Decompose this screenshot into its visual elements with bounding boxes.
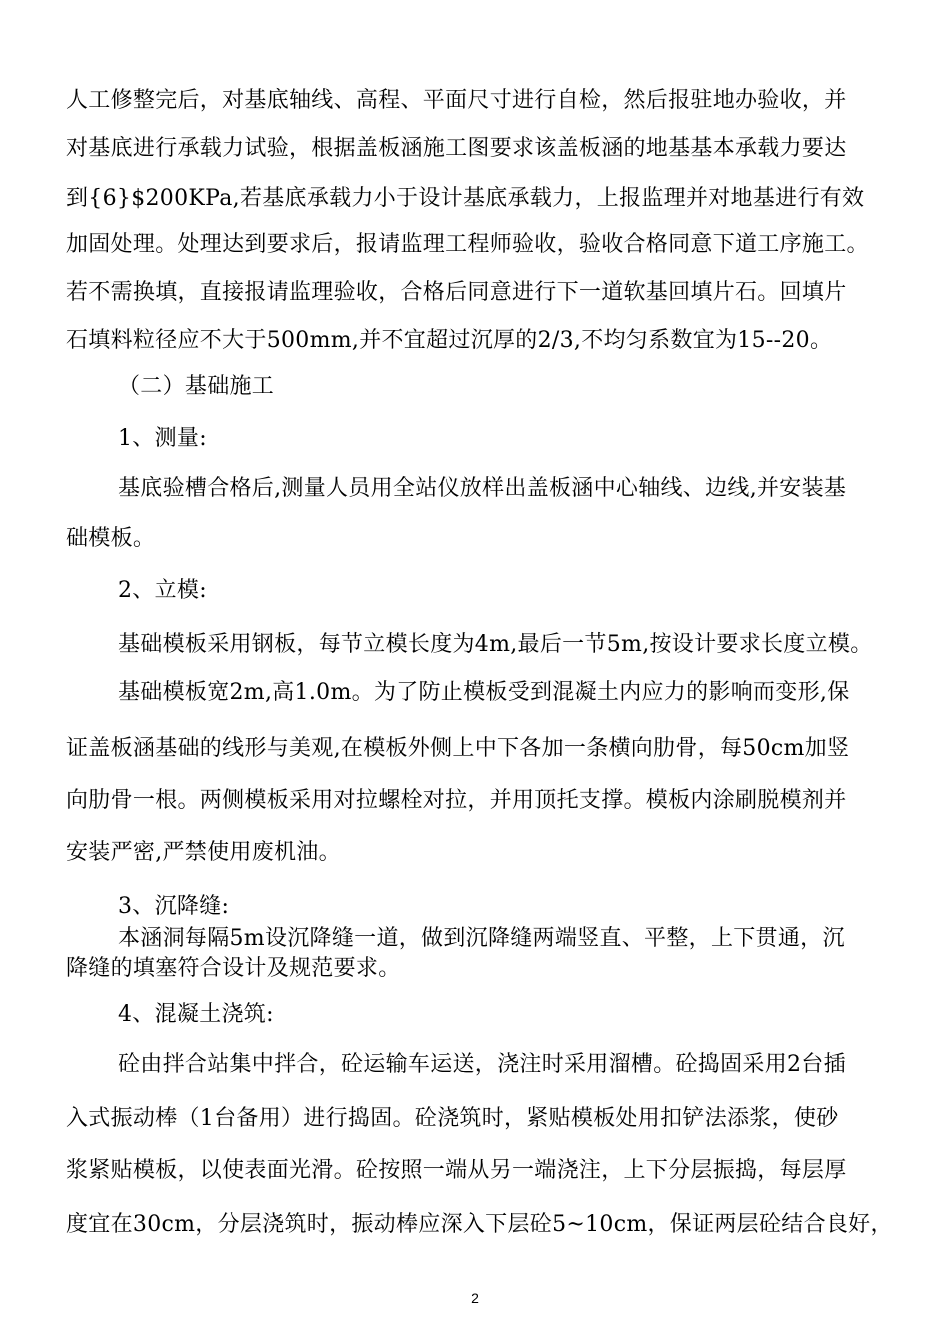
paragraph-line: 基础模板采用钢板，每节立模长度为4m,最后一节5m,按设计要求长度立模。	[118, 632, 873, 657]
paragraph-line: 浆紧贴模板，以使表面光滑。砼按照一端从另一端浇注，上下分层振捣，每层厚	[66, 1158, 847, 1183]
paragraph-line: 降缝的填塞符合设计及规范要求。	[66, 956, 401, 981]
item-title: 2、立模:	[118, 578, 207, 603]
item-title: 1、测量:	[118, 426, 207, 451]
paragraph-line: 本涵洞每隔5m设沉降缝一道，做到沉降缝两端竖直、平整，上下贯通，沉	[118, 926, 845, 951]
paragraph-line: 证盖板涵基础的线形与美观,在模板外侧上中下各加一条横向肋骨，每50cm加竖	[66, 736, 850, 761]
paragraph-line: 入式振动棒（1台备用）进行捣固。砼浇筑时，紧贴模板处用扣铲法添浆，使砂	[66, 1106, 839, 1131]
paragraph-line: 对基底进行承载力试验，根据盖板涵施工图要求该盖板涵的地基基本承载力要达	[66, 136, 847, 161]
paragraph-line: 到{6}$200KPa,若基底承载力小于设计基底承载力，上报监理并对地基进行有效	[66, 186, 865, 211]
paragraph-line: 安装严密,严禁使用废机油。	[66, 840, 341, 865]
section-heading: （二）基础施工	[118, 374, 275, 399]
paragraph-line: 若不需换填，直接报请监理验收，合格后同意进行下一道软基回填片石。回填片	[66, 280, 847, 305]
paragraph-line: 加固处理。处理达到要求后，报请监理工程师验收，验收合格同意下道工序施工。	[66, 232, 869, 257]
paragraph-line: 基底验槽合格后,测量人员用全站仪放样出盖板涵中心轴线、边线,并安装基	[118, 476, 847, 501]
page-number: 2	[471, 1290, 479, 1306]
paragraph-line: 础模板。	[66, 526, 156, 551]
paragraph-line: 基础模板宽2m,高1.0m。为了防止模板受到混凝土内应力的影响而变形,保	[118, 680, 850, 705]
item-title: 3、沉降缝:	[118, 894, 230, 919]
paragraph-line: 度宜在30cm，分层浇筑时，振动棒应深入下层砼5~10cm，保证两层砼结合良好，	[66, 1212, 893, 1237]
item-title: 4、混凝土浇筑:	[118, 1002, 274, 1027]
paragraph-line: 砼由拌合站集中拌合，砼运输车运送，浇注时采用溜槽。砼捣固采用2台插	[118, 1052, 846, 1077]
paragraph-line: 人工修整完后，对基底轴线、高程、平面尺寸进行自检，然后报驻地办验收，并	[66, 88, 847, 113]
paragraph-line: 向肋骨一根。两侧模板采用对拉螺栓对拉，并用顶托支撑。模板内涂刷脱模剂并	[66, 788, 847, 813]
paragraph-line: 石填料粒径应不大于500mm,并不宜超过沉厚的2/3,不均匀系数宜为15--20。	[66, 328, 833, 353]
